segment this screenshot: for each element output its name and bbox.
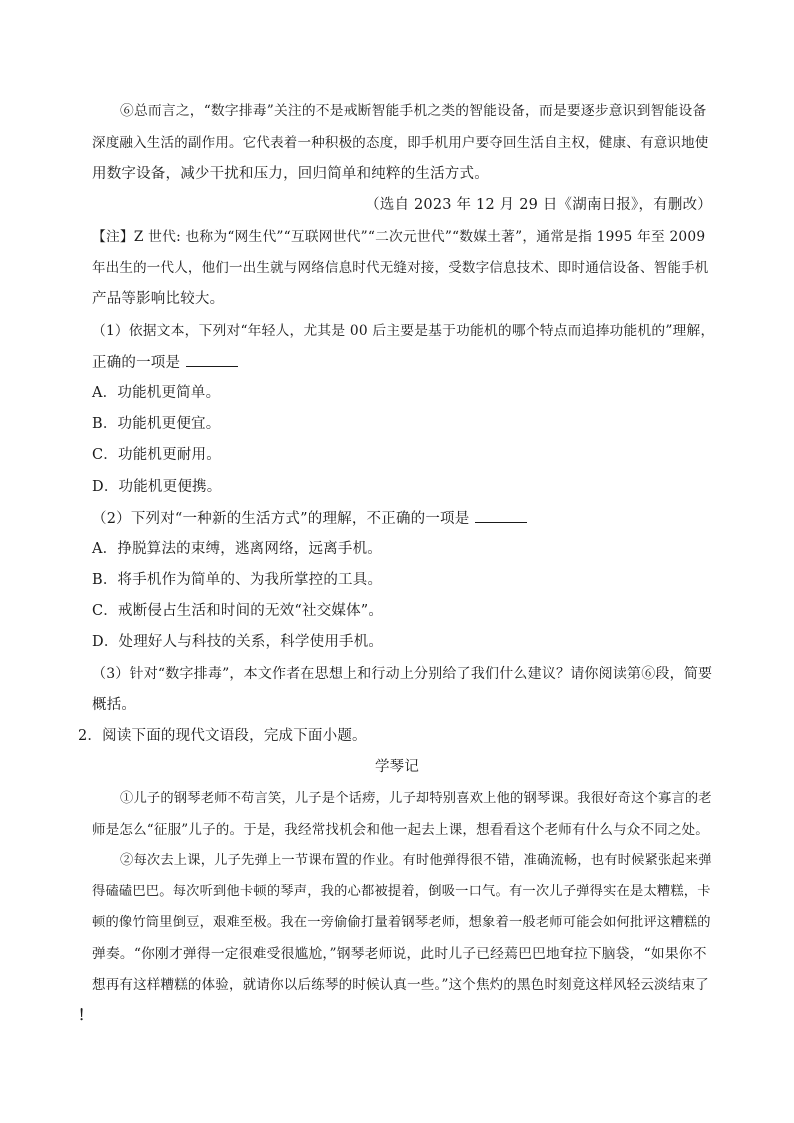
q1-stem-line-1: （1）依据文本，下列对“年轻人，尤其是 00 后主要是基于功能机的哪个特点而追捧功能机的”理解，: [92, 323, 715, 339]
q1-answer-blank: [186, 352, 238, 367]
q2-stem-text: （2）下列对“一种新的生活方式”的理解，不正确的一项是: [92, 511, 470, 527]
footnote-line-1: 【注】Z 世代: 也称为“网生代”“互联网世代”“二次元世代”“数媒土著”，通常是指 1995 年至 2009: [92, 229, 706, 245]
para2-line-2: 得磕磕巴巴。每次听到他卡顿的琴声，我的心都被提着，倒吸一口气。有一次儿子弹得实在是太糟糕，卡: [92, 884, 711, 899]
q1-option-a: A．功能机更简单。: [92, 385, 221, 401]
footnote-line-2: 年出生的一代人，他们一出生就与网络信息时代无缝对接，受数字信息技术、即时通信设备、智能手机: [92, 260, 709, 276]
q1-option-c: C．功能机更耐用。: [92, 447, 221, 463]
q1-stem-line-2: [92, 352, 238, 373]
para2-line-5: 想再有这样糟糕的体验，就请你以后练琴的时候认真一些。”这个焦灼的黑色时刻竟这样风轻云淡结束了: [92, 977, 709, 993]
para1-line-1: ①儿子的钢琴老师不苟言笑，儿子是个话痨，儿子却特别喜欢上他的钢琴课。我很好奇这个寡言的老: [120, 791, 712, 806]
q2-option-d: D．处理好人与科技的关系，科学使用手机。: [92, 634, 384, 650]
q2-option-b: B．将手机作为简单的、为我所掌控的工具。: [92, 572, 383, 588]
article-title: 学琴记: [374, 759, 420, 775]
q2-stem: [92, 508, 527, 529]
q1-option-d: D．功能机更便携。: [92, 479, 222, 495]
para6-line-3: 用数字设备，减少干扰和压力，回归简单和纯粹的生活方式。: [92, 166, 489, 182]
source-citation: （选自 2023 年 12 月 29 日《湖南日报》，有删改）: [365, 197, 712, 213]
para6-line-2: 深度融入生活的副作用。它代表着一种积极的态度，即手机用户要夺回生活自主权，健康、有意识地使: [92, 135, 709, 151]
para2-line-4: 弹奏。“你刚才弹得一定很难受很尴尬，”钢琴老师说，此时儿子已经蔫巴巴地耷拉下脑袋，“如果你不: [92, 946, 707, 962]
q3-stem-line-2: 概括。: [92, 697, 137, 713]
q1-stem-text: 正确的一项是: [92, 355, 181, 371]
q1-option-b: B．功能机更便宜。: [92, 416, 221, 432]
footnote-line-3: 产品等影响比较大。: [92, 291, 225, 307]
q2-option-c: C．戒断侵占生活和时间的无效“社交媒体”。: [92, 603, 384, 619]
para1-line-2: 师是怎么“征服”儿子的。于是，我经常找机会和他一起去上课，想看看这个老师有什么与众不同之处。: [92, 822, 710, 838]
q3-stem-line-1: （3）针对“数字排毒”，本文作者在思想上和行动上分别给了我们什么建议？请你阅读第⑥段，简要: [92, 666, 713, 682]
para2-line-3: 顿的像竹筒里倒豆，艰难至极。我在一旁偷偷打量着钢琴老师，想象着一般老师可能会如何批评这糟糕的: [92, 915, 711, 930]
q2-answer-blank: [475, 508, 527, 523]
section-2-intro: 2．阅读下面的现代文语段，完成下面小题。: [78, 728, 367, 744]
para6-line-1: ⑥总而言之，“数字排毒”关注的不是戒断智能手机之类的智能设备，而是要逐步意识到智能设备: [120, 103, 707, 119]
para2-line-1: ②每次去上课，儿子先弹上一节课布置的作业。有时他弹得很不错，准确流畅，也有时候紧张起来弹: [120, 853, 712, 868]
q2-option-a: A．挣脱算法的束缚，逃离网络，远离手机。: [92, 541, 382, 557]
para2-line-6: ！: [78, 1007, 93, 1024]
